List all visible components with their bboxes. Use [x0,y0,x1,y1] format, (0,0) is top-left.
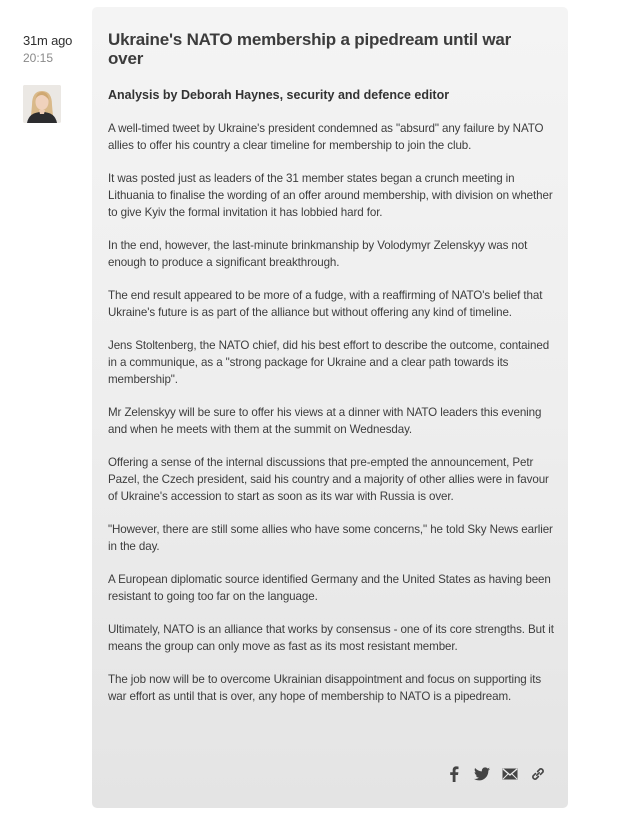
twitter-icon[interactable] [474,766,490,782]
live-post-card [92,7,568,808]
link-icon[interactable] [530,766,546,782]
post-meta [23,32,83,123]
email-icon[interactable] [502,766,518,782]
body-paragraph: Mr Zelenskyy will be sure to offer his views at a dinner with NATO leaders this evening and when he meets with them at the summit on Wednesday. [108,406,542,436]
body-paragraph: The job now will be to overcome Ukrainian disappointment and focus on supporting its war effort as until that is over, any hope of membership to NATO is a pipedream. [108,673,542,703]
body-paragraph: A well-timed tweet by Ukraine's president condemned as "absurd" any failure by NATO allies to offer his country a clear timeline for membership to join the club. [108,122,544,152]
body-paragraph: The end result appeared to be more of a fudge, with a reaffirming of NATO's belief that Ukraine's future is as part of the alliance but without offering any kind of timeline. [108,289,543,319]
body-paragraph: In the end, however, the last-minute brinkmanship by Volodymyr Zelenskyy was not enough to produce a significant breakthrough. [108,239,528,269]
body-paragraph: Jens Stoltenberg, the NATO chief, did his best effort to describe the outcome, contained in a communique, as a "strong package for Ukraine and a clear path towards its membership". [108,339,550,386]
post-headline: Ukraine's NATO membership a pipedream until war over [108,30,512,68]
body-paragraph: "However, there are still some allies who have some concerns," he told Sky News earlier in the day. [108,523,553,553]
post-body [108,120,554,721]
time-ago: 31m ago [23,33,73,48]
body-paragraph: It was posted just as leaders of the 31 member states began a crunch meeting in Lithuania to finalise the wording of an offer around membership, with division on whether to give Kyiv the formal invitation it has lobbied hard for. [108,172,553,219]
body-paragraph: Offering a sense of the internal discussions that pre-empted the announcement, Petr Pazel, the Czech president, said his country and a majority of other allies were in favour of Ukraine's accession to start as soon as its war with Russia is over. [108,456,549,503]
author-avatar[interactable] [23,85,61,123]
facebook-icon[interactable] [446,766,462,782]
post-byline: Analysis by Deborah Haynes, security and defence editor [108,88,450,102]
share-bar [446,766,546,782]
author-photo-icon [23,85,61,123]
post-time: 20:15 [23,51,54,65]
body-paragraph: Ultimately, NATO is an alliance that works by consensus - one of its core strengths. But it means the group can only move as fast as its most resistant member. [108,623,554,653]
body-paragraph: A European diplomatic source identified Germany and the United States as having been resistant to going too far on the language. [108,573,551,603]
